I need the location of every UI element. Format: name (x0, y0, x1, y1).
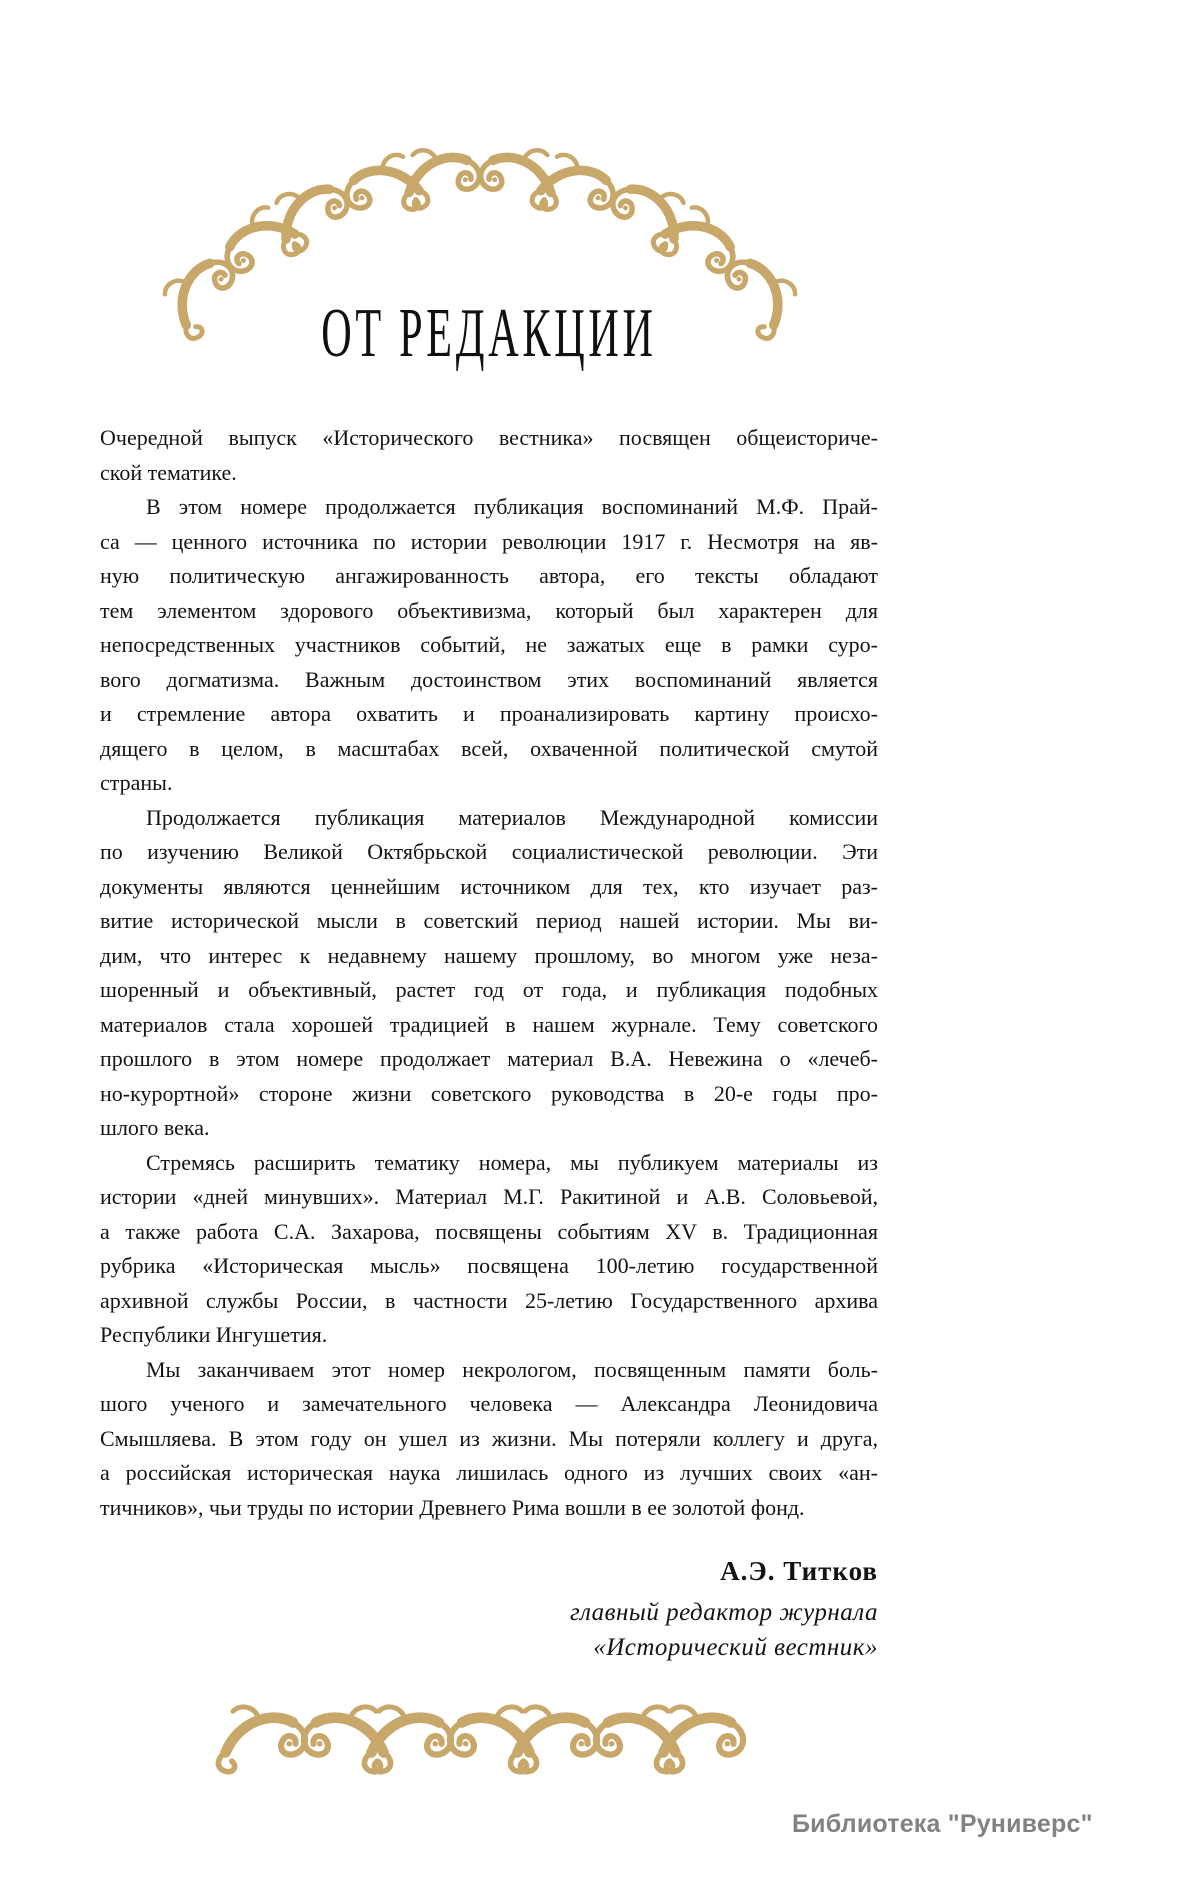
text-line: ную политическую ангажированность автора, его тексты обладают (100, 563, 878, 588)
signature-role-line: «Исторический вестник» (593, 1634, 878, 1661)
signature-role-line: главный редактор журнала (570, 1599, 878, 1626)
scroll-motif (213, 197, 310, 289)
text-line: по изучению Великой Октябрьской социалистической революции. Эти (100, 839, 878, 864)
text-line: но-курортной» стороне жизни советского руководства в 20-е годы про- (100, 1080, 878, 1106)
paragraph (100, 1146, 878, 1353)
scroll-motif (450, 1707, 537, 1772)
paragraph (100, 421, 878, 490)
text-line: В этом номере продолжается публикация воспоминаний М.Ф. Прай- (146, 494, 878, 519)
text-line: архивной службы России, в частности 25-летию Государственного архива (100, 1287, 878, 1313)
scroll-motif (510, 1707, 597, 1772)
scroll-motif (596, 1707, 683, 1772)
page-title: ОТ РЕДАКЦИИ (321, 295, 657, 373)
text-line: шлого века. (100, 1115, 210, 1140)
text-line: шого ученого и замечательного человека — Александра Леонидовича (100, 1391, 878, 1416)
scroll-motif (364, 1707, 451, 1772)
text-line: дящего в целом, в масштабах всей, охваченной политической смутой (100, 735, 878, 761)
scroll-motif (650, 197, 747, 289)
body-text (100, 421, 878, 1525)
text-line: Стремясь расширить тематику номера, мы публикуем материалы из (146, 1149, 878, 1175)
text-line: са — ценного источника по истории революции 1917 г. Несмотря на яв- (100, 528, 878, 554)
signature-block (100, 1556, 878, 1665)
text-line: витие исторической мысли в советский период нашей истории. Мы ви- (100, 908, 878, 933)
text-line: Мы заканчиваем этот номер некрологом, посвященным памяти боль- (146, 1356, 878, 1382)
text-line: рубрика «Историческая мысль» посвящена 100-летию государственной (100, 1253, 878, 1278)
text-line: а российская историческая наука лишилась одного из лучших своих «ан- (100, 1460, 878, 1485)
text-line: и стремление автора охватить и проанализировать картину происхо- (100, 701, 878, 726)
paragraph (100, 801, 878, 1146)
text-line: а также работа С.А. Захарова, посвящены событиям XV в. Традиционная (100, 1218, 878, 1244)
paragraph (100, 490, 878, 801)
text-line: документы являются ценнейшим источником для тех, кто изучает раз- (100, 873, 878, 899)
scroll-motif (478, 146, 560, 211)
scroll-motif (602, 172, 697, 257)
scroll-motif (218, 1707, 305, 1772)
scroll-motif (304, 1707, 391, 1772)
text-line: ской тематике. (100, 459, 237, 485)
scroll-motif (530, 150, 620, 226)
scroll-motif (263, 172, 358, 257)
text-line: Республики Ингушетия. (100, 1322, 328, 1347)
text-line: страны. (100, 770, 173, 795)
signature-name: А.Э. Титков (720, 1556, 878, 1586)
text-line: тичников», чьи труды по истории Древнего Рима вошли в ее золотой фонд. (100, 1494, 805, 1520)
text-line: тем элементом здорового объективизма, который был характерен для (100, 597, 878, 623)
text-line: дим, что интерес к недавнему нашему прошлому, во многом уже неза- (100, 942, 878, 968)
scroll-motif (340, 150, 430, 226)
bottom-ornament-band (218, 1707, 743, 1772)
text-line: истории «дней минувших». Материал М.Г. Ракитиной и А.В. Соловьевой, (100, 1184, 878, 1209)
text-line: непосредственных участников событий, не зажатых еще в рамки суро- (100, 632, 878, 657)
library-watermark: Библиотека "Руниверс" (792, 1810, 1093, 1838)
scroll-motif (656, 1707, 743, 1772)
paragraph (100, 1353, 878, 1526)
text-line: шоренный и объективный, растет год от года, и публикация подобных (100, 977, 878, 1002)
text-line: вого догматизма. Важным достоинством этих воспоминаний является (100, 666, 878, 692)
text-line: Продолжается публикация материалов Международной комиссии (146, 804, 878, 830)
text-line: прошлого в этом номере продолжает материал В.А. Невежина о «лечеб- (100, 1046, 878, 1071)
text-line: Очередной выпуск «Исторического вестника» посвящен общеисториче- (100, 425, 878, 450)
text-line: Смышляева. В этом году он ушел из жизни. Мы потеряли коллегу и друга, (100, 1425, 878, 1451)
text-line: материалов стала хорошей традицией в нашем журнале. Тему советского (100, 1011, 878, 1037)
scroll-motif (399, 146, 481, 211)
